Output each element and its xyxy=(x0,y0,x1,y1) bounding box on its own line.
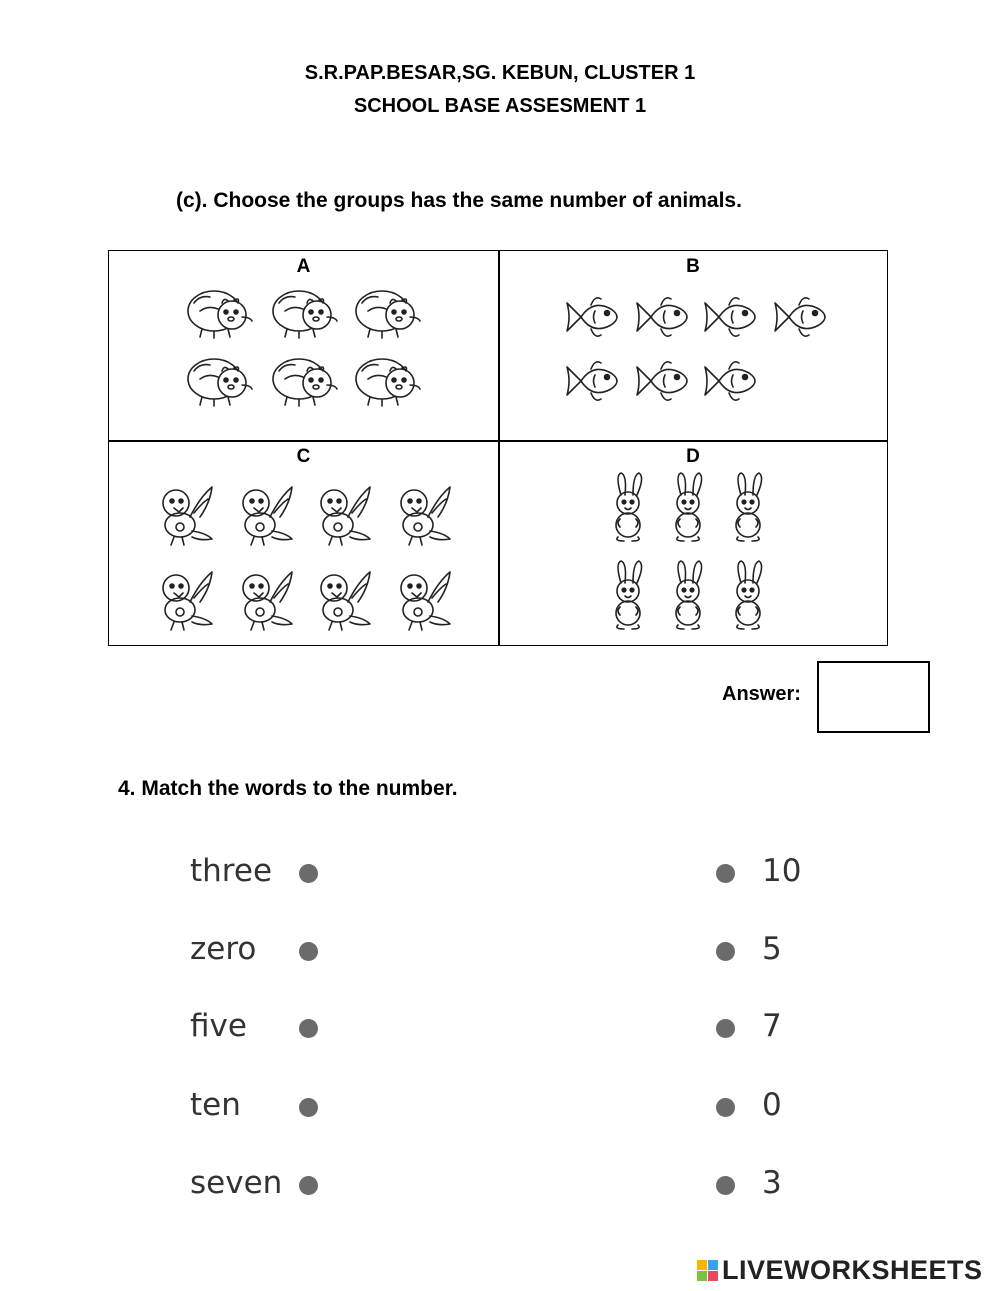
question-4-title: 4. Match the words to the number. xyxy=(118,777,458,800)
animal-groups-grid xyxy=(108,250,888,646)
assessment-title: SCHOOL BASE ASSESMENT 1 xyxy=(353,95,647,117)
fish-icon xyxy=(699,291,759,348)
bird-icon xyxy=(392,566,454,637)
answer-input-box[interactable] xyxy=(817,661,930,733)
rabbit-icon xyxy=(604,471,652,548)
hamster-icon xyxy=(352,281,424,348)
group-d-label: D xyxy=(686,446,700,467)
match-number-5: 3 xyxy=(762,1165,782,1201)
match-number-3: 7 xyxy=(762,1008,782,1044)
group-a-label: A xyxy=(296,256,311,277)
question-c-title: (c). Choose the groups has the same number of animals. xyxy=(176,189,742,212)
answer-label: Answer: xyxy=(722,683,801,705)
bird-icon xyxy=(312,481,374,552)
bird-icon xyxy=(234,481,296,552)
group-b-label: B xyxy=(686,256,700,277)
bird-icon xyxy=(154,566,216,637)
match-number-1: 10 xyxy=(762,853,802,889)
match-dot-right-5[interactable] xyxy=(716,1176,735,1195)
match-dot-right-1[interactable] xyxy=(716,864,735,883)
fish-icon xyxy=(769,291,829,348)
group-d-cell xyxy=(499,441,887,645)
liveworksheets-logo xyxy=(697,1255,983,1286)
match-dot-right-2[interactable] xyxy=(716,942,735,961)
match-dot-right-3[interactable] xyxy=(716,1019,735,1038)
match-dot-left-4[interactable] xyxy=(299,1098,318,1117)
match-word-seven: seven xyxy=(190,1165,283,1201)
fish-icon xyxy=(699,355,759,412)
match-dot-left-2[interactable] xyxy=(299,942,318,961)
group-a-cell xyxy=(109,251,498,440)
bird-icon xyxy=(154,481,216,552)
match-word-zero: zero xyxy=(190,931,257,967)
fish-icon xyxy=(631,355,691,412)
group-c-cell xyxy=(109,441,498,645)
logo-text: LIVEWORKSHEETS xyxy=(722,1255,983,1285)
fish-icon xyxy=(631,291,691,348)
match-dot-left-3[interactable] xyxy=(299,1019,318,1038)
bird-icon xyxy=(312,566,374,637)
match-dot-right-4[interactable] xyxy=(716,1098,735,1117)
hamster-icon xyxy=(184,281,256,348)
rabbit-icon xyxy=(604,559,652,636)
rabbit-icon xyxy=(724,559,772,636)
logo-blocks-icon xyxy=(697,1260,719,1282)
match-number-2: 5 xyxy=(762,931,782,967)
match-word-three: three xyxy=(190,853,273,889)
group-c-label: C xyxy=(296,446,311,467)
match-number-4: 0 xyxy=(762,1087,782,1123)
bird-icon xyxy=(234,566,296,637)
match-dot-left-5[interactable] xyxy=(299,1176,318,1195)
match-word-five: five xyxy=(190,1008,247,1044)
hamster-icon xyxy=(352,349,424,416)
rabbit-icon xyxy=(724,471,772,548)
fish-icon xyxy=(561,355,621,412)
fish-icon xyxy=(561,291,621,348)
rabbit-icon xyxy=(664,559,712,636)
hamster-icon xyxy=(269,281,341,348)
hamster-icon xyxy=(184,349,256,416)
match-word-ten: ten xyxy=(190,1087,241,1123)
bird-icon xyxy=(392,481,454,552)
group-b-cell xyxy=(499,251,887,440)
school-header: S.R.PAP.BESAR,SG. KEBUN, CLUSTER 1 xyxy=(304,62,696,84)
hamster-icon xyxy=(269,349,341,416)
rabbit-icon xyxy=(664,471,712,548)
match-dot-left-1[interactable] xyxy=(299,864,318,883)
